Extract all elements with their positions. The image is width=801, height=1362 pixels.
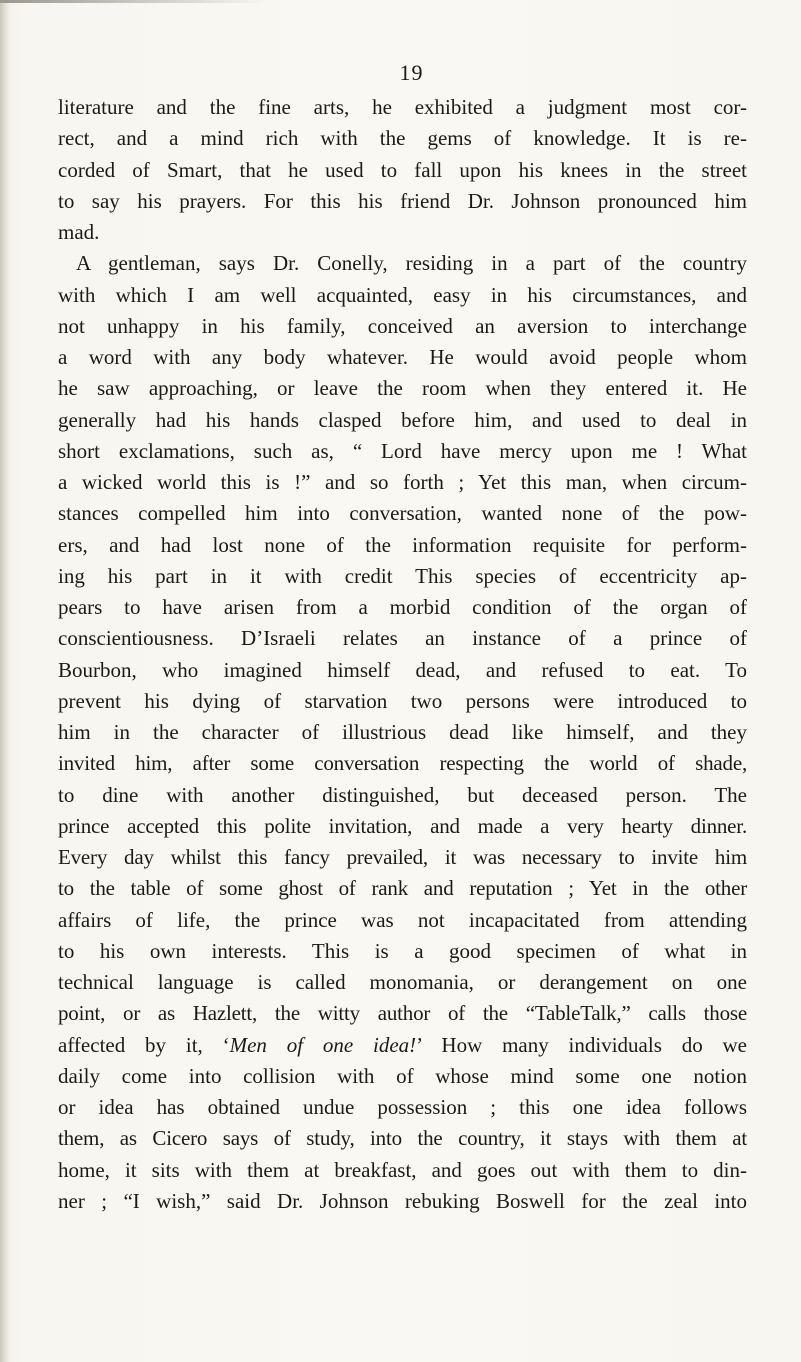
text-line: short exclamations, such as, “ Lord have mercy upon me ! What [58, 438, 747, 463]
text-line: pears to have arisen from a morbid condition of the organ of [58, 595, 747, 619]
text-run: ’ How many individuals do we [416, 1032, 747, 1057]
text-line: home, it sits with them at breakfast, and goes out with them to din- [58, 1157, 747, 1182]
text-line: prince accepted this polite invitation, and made a very hearty dinner. [58, 813, 747, 838]
text-line: Every day whilst this fancy prevailed, it was necessary to invite him [58, 845, 747, 869]
text-line: prevent his dying of starvation two persons were introduced to [58, 688, 747, 713]
text-line: affairs of life, the prince was not incapacitated from attending [58, 907, 747, 932]
text-line-with-italic [58, 1030, 747, 1061]
top-edge-mark [0, 0, 270, 3]
text-line: or idea has obtained undue possession ; this one idea follows [58, 1095, 747, 1119]
text-line: him in the character of illustrious dead like himself, and they [58, 720, 747, 744]
italic-quote: Men of one idea! [229, 1032, 417, 1057]
text-line: ner ; “I wish,” said Dr. Johnson rebuking Boswell for the zeal into [58, 1188, 747, 1213]
body-text [58, 92, 747, 1217]
text-line: ers, and had lost none of the information requisite for perform- [58, 532, 747, 557]
text-line: point, or as Hazlett, the witty author of the “TableTalk,” calls those [58, 1001, 747, 1026]
text-line: a wicked world this is !” and so forth ; Yet this man, when circum- [58, 470, 747, 494]
text-line: he saw approaching, or leave the room when they entered it. He [58, 376, 747, 401]
text-line: rect, and a mind rich with the gems of knowledge. It is re- [58, 126, 747, 151]
text-line: invited him, after some conversation respecting the world of shade, [58, 751, 747, 776]
text-line: to dine with another distinguished, but deceased person. The [58, 782, 747, 807]
text-line: daily come into collision with of whose mind some one notion [58, 1063, 747, 1088]
text-line: literature and the fine arts, he exhibited a judgment most cor- [58, 95, 747, 119]
text-line: to his own interests. This is a good specimen of what in [58, 938, 747, 963]
text-line: technical language is called monomania, or derangement on one [58, 970, 747, 994]
text-line: a word with any body whatever. He would avoid people whom [58, 345, 747, 369]
text-run: affected by it, ‘ [58, 1032, 230, 1057]
text-line: with which I am well acquainted, easy in his circumstances, and [58, 282, 747, 307]
text-line: to the table of some ghost of rank and reputation ; Yet in the other [58, 876, 747, 901]
text-line: them, as Cicero says of study, into the country, it stays with them at [58, 1126, 747, 1151]
text-line: not unhappy in his family, conceived an aversion to interchange [58, 313, 747, 338]
text-line: ing his part in it with credit This species of eccentricity ap- [58, 563, 747, 588]
text-line: stances compelled him into conversation, wanted none of the pow- [58, 501, 747, 526]
text-line: mad. [58, 220, 100, 244]
text-line: generally had his hands clasped before him, and used to deal in [58, 407, 747, 432]
text-line: corded of Smart, that he used to fall upon his knees in the street [58, 157, 747, 182]
text-line: Bourbon, who imagined himself dead, and refused to eat. To [58, 657, 747, 682]
page-number: 19 [399, 60, 424, 85]
binding-shadow [0, 0, 10, 1362]
text-line: conscientiousness. D’Israeli relates an instance of a prince of [58, 626, 747, 651]
text-line: to say his prayers. For this his friend Dr. Johnson pronounced him [58, 188, 747, 213]
paragraph-start-line: A gentleman, says Dr. Conelly, residing in a part of the country [76, 251, 747, 276]
